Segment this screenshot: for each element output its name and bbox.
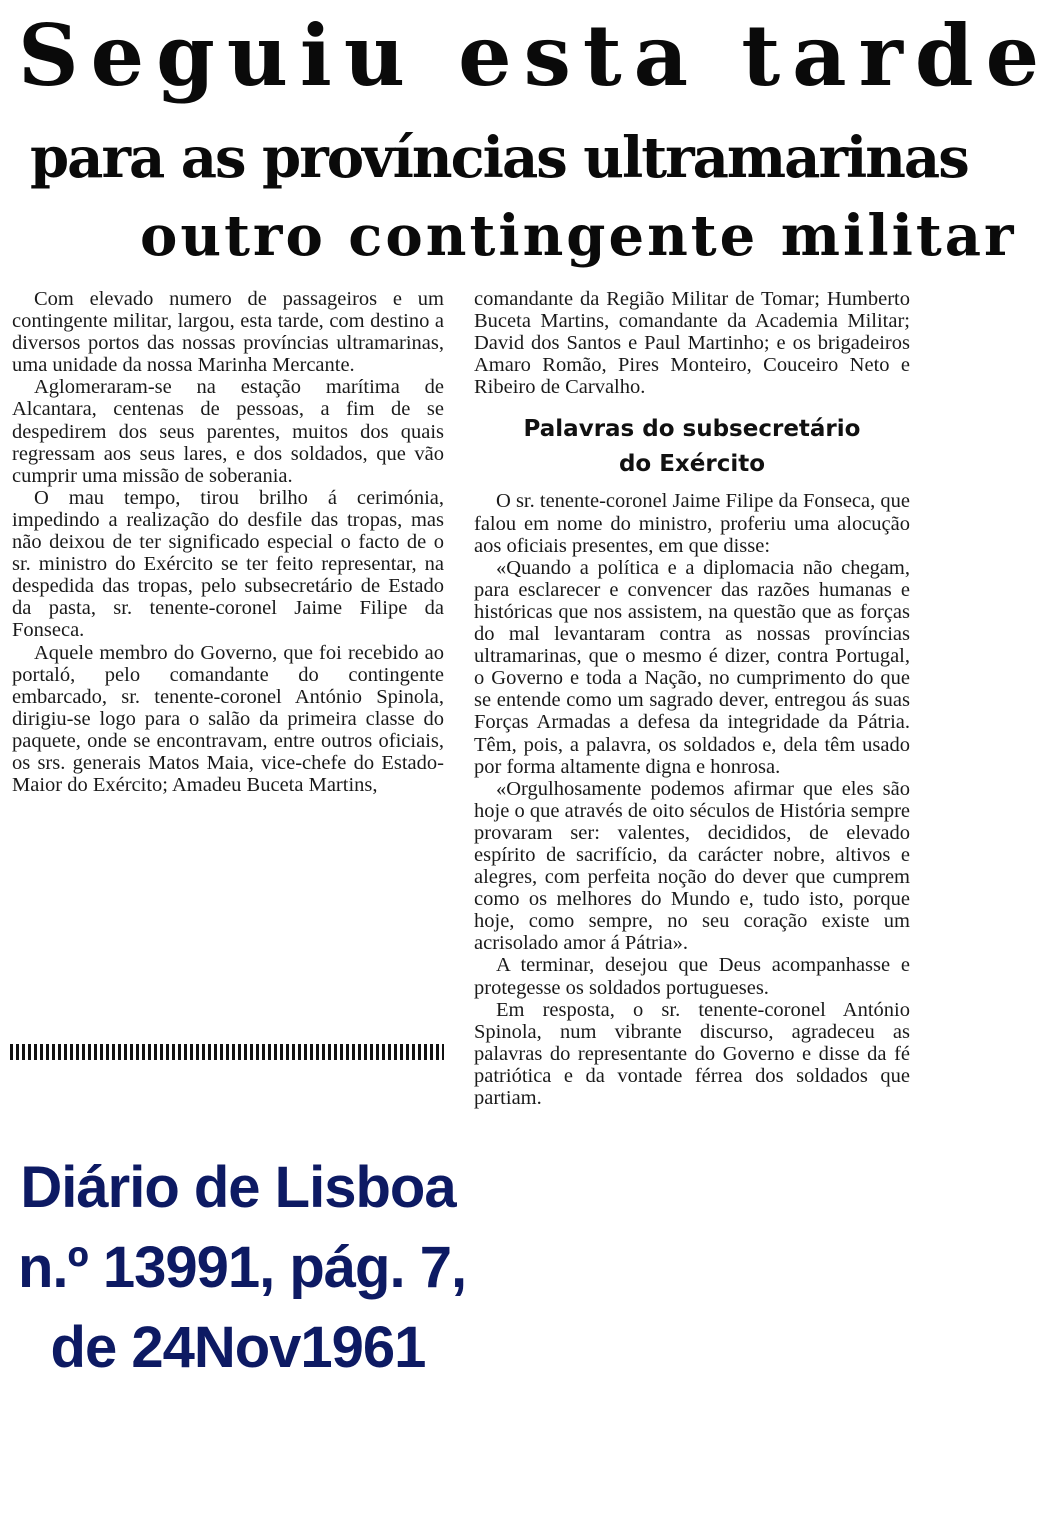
source-caption: [18, 1148, 467, 1388]
article-paragraph: O sr. tenente-coronel Jaime Filipe da Fonseca, que falou em nome do ministro, proferiu uma alocução aos oficiais presentes, em que disse:: [474, 490, 910, 557]
article-paragraph: A terminar, desejou que Deus acompanhasse e protegesse os soldados portugueses.: [474, 954, 910, 999]
headline-line-3: outro contingente militar: [140, 203, 1017, 269]
caption-line-1: Diário de Lisboa: [20, 1155, 456, 1220]
article-paragraph: O mau tempo, tirou brilho á cerimónia, impedindo a realização do desfile das tropas, mas não deixou de ter significado especial o facto de o sr. ministro do Exército se ter feito representar, na despedida das tropas, pelo subsecretário de Estado da pasta, sr. tenente-coronel Jaime Filipe da Fonseca.: [12, 486, 444, 642]
caption-line-3: de 24Nov1961: [50, 1315, 426, 1380]
caption-line-2: n.º 13991, pág. 7,: [18, 1235, 467, 1300]
article-paragraph: Aquele membro do Governo, que foi recebido ao portaló, pelo comandante do contingente embarcado, sr. tenente-coronel António Spinola, dirigiu-se logo para o salão da primeira classe do paquete, onde se encontravam, entre outros oficiais, os srs. generais Matos Maia, vice-chefe do Estado-Maior do Exército; Amadeu Buceta Martins,: [12, 641, 444, 797]
subheading-line-1: Palavras do subsecretário: [523, 416, 861, 443]
article-paragraph: Com elevado numero de passageiros e um contingente militar, largou, esta tarde, com destino a diversos portos das nossas províncias ultramarinas, uma unidade da nossa Marinha Mercante.: [12, 288, 444, 377]
subheading-line-2: do Exército: [618, 451, 766, 478]
section-subheading: [474, 412, 910, 482]
article-paragraph: «Quando a política e a diplomacia não chegam, para esclarecer e convencer das razões humanas e históricas que nos assistem, na questão que as forças do mal levantaram contra as nossas províncias ultramarinas, que o mesmo é dizer, contra Portugal, o Governo e toda a Nação, no cumprimento do que se entende como um sagrado dever, entregou ás suas Forças Armadas a defesa da integridade da Pátria. Têm, pois, a palavra, os soldados e, dela têm usado por forma altamente digna e honrosa.: [474, 556, 910, 778]
article-paragraph: «Orgulhosamente podemos afirmar que eles são hoje o que através de oito séculos de História sempre provaram ser: valentes, decididos, de elevado espírito de sacrifício, da carácter nobre, altivos e alegres, com perfeita noção do dever que cumprem como os melhores do Mundo e, tudo isto, porque hoje, como sempre, no seu coração existe um acrisolado amor á Pátria».: [474, 777, 910, 955]
column-divider-rule: [10, 1044, 444, 1060]
article-paragraph-continuation: comandante da Região Militar de Tomar; Humberto Buceta Martins, comandante da Academia Militar; David dos Santos e Paul Martinho; e os brigadeiros Amaro Romão, Pires Monteiro, Couceiro Neto e Ribeiro de Carvalho.: [474, 288, 910, 399]
headline-line-1: Seguiu esta tarde: [18, 6, 1051, 105]
article-column-left: [12, 288, 444, 796]
article-paragraph: Em resposta, o sr. tenente-coronel António Spinola, num vibrante discurso, agradeceu as palavras do representante do Governo e disse da fé patriótica e da vontade férrea dos soldados que partiam.: [474, 998, 910, 1109]
article-column-right: [474, 288, 910, 1109]
article-paragraph: Aglomeraram-se na estação marítima de Alcantara, centenas de pessoas, a fim de se despedirem dos seus parentes, muitos dos quais regressam aos seus lares, e dos soldados, que vão cumprir uma missão de soberania.: [12, 376, 444, 487]
headline-line-2: para as províncias ultramarinas: [30, 125, 968, 191]
